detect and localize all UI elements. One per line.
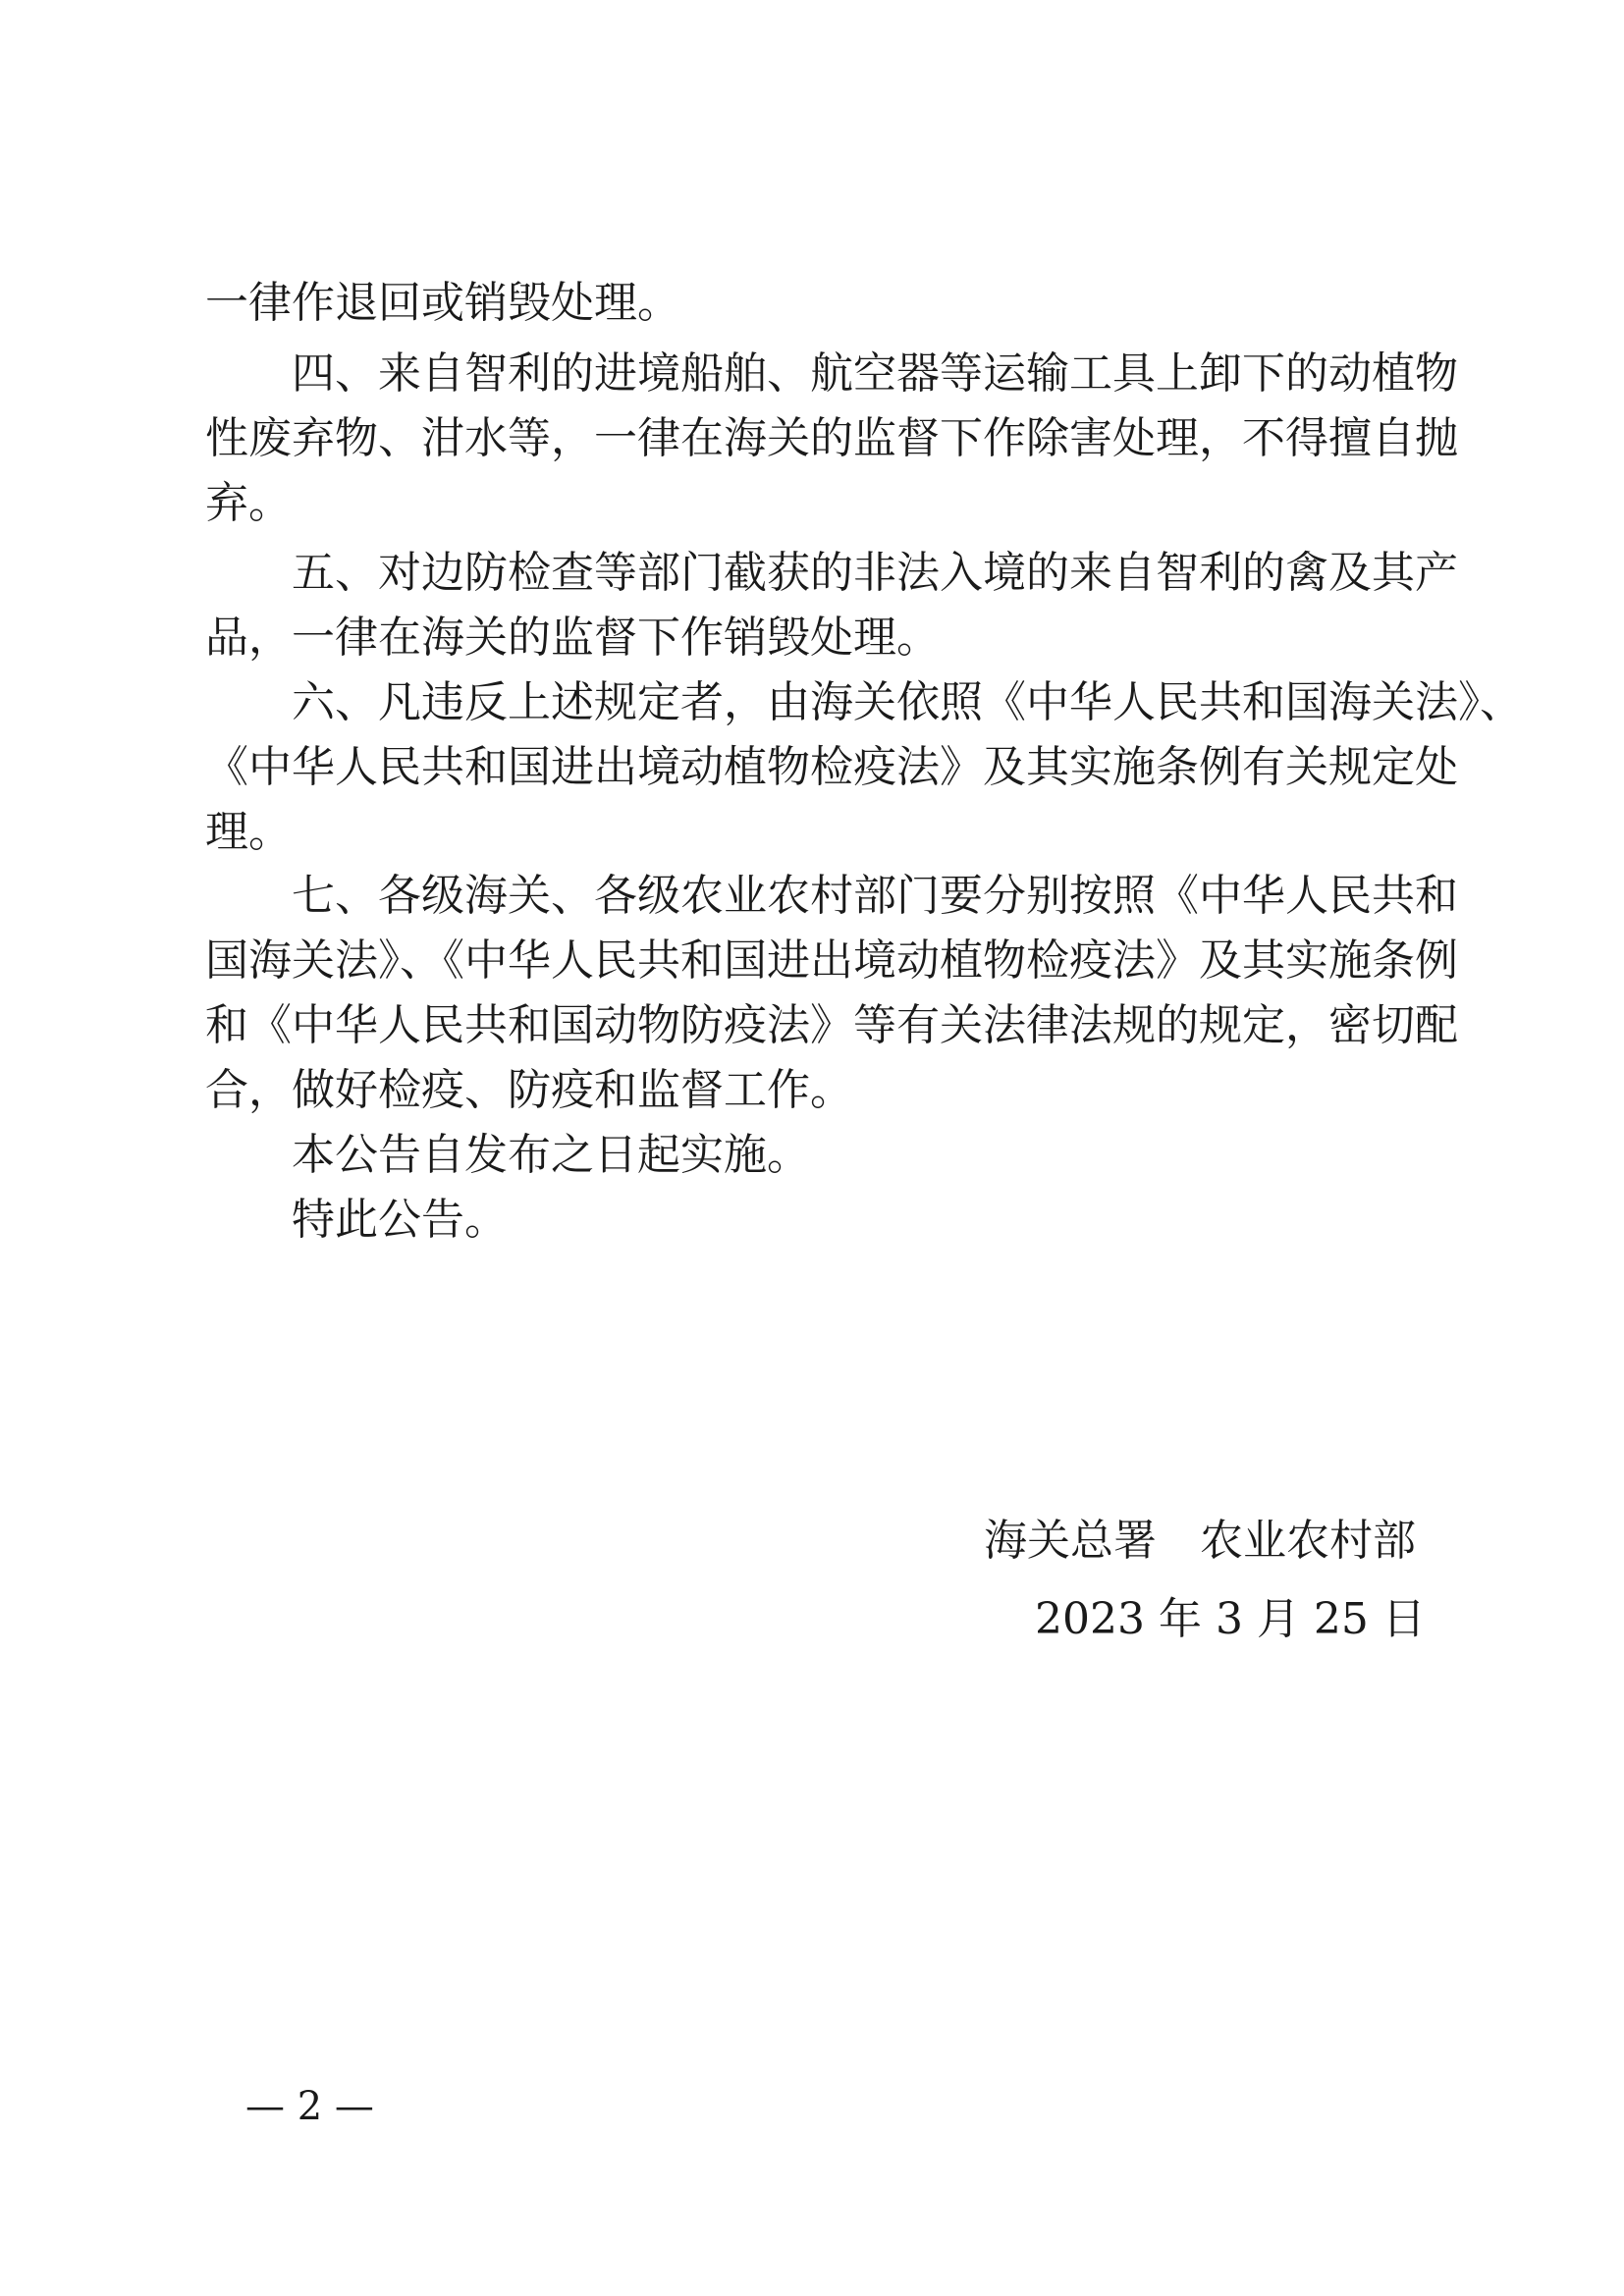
body-line-11: 国海关法》、《中华人民共和国进出境动植物检疫法》及其实施条例 — [205, 935, 1458, 986]
body-line-15: 特此公告。 — [292, 1195, 508, 1245]
signature-date: 2023 年 3 月 25 日 — [1035, 1594, 1426, 1644]
body-line-14: 本公告自发布之日起实施。 — [292, 1130, 810, 1180]
body-line-6: 品，一律在海关的监督下作销毁处理。 — [205, 613, 940, 663]
page-number: — 2 — — [245, 2084, 374, 2129]
body-line-2: 四、来自智利的进境船舶、航空器等运输工具上卸下的动植物 — [292, 348, 1458, 399]
body-line-10: 七、各级海关、各级农业农村部门要分别按照《中华人民共和 — [292, 871, 1458, 921]
body-line-5: 五、对边防检查等部门截获的非法入境的来自智利的禽及其产 — [292, 548, 1458, 598]
body-line-3: 性废弃物、泔水等，一律在海关的监督下作除害处理，不得擅自抛 — [205, 413, 1458, 463]
body-line-9: 理。 — [205, 807, 292, 857]
body-line-8: 《中华人民共和国进出境动植物检疫法》及其实施条例有关规定处 — [205, 742, 1458, 792]
body-line-4: 弃。 — [205, 478, 292, 528]
body-line-1: 一律作退回或销毁处理。 — [205, 278, 680, 328]
signature-issuers: 海关总署 农业农村部 — [984, 1516, 1416, 1566]
body-line-13: 合，做好检疫、防疫和监督工作。 — [205, 1065, 853, 1115]
body-line-7: 六、凡违反上述规定者，由海关依照《中华人民共和国海关法》、 — [292, 677, 1523, 727]
body-line-12: 和《中华人民共和国动物防疫法》等有关法律法规的规定，密切配 — [205, 1000, 1458, 1050]
